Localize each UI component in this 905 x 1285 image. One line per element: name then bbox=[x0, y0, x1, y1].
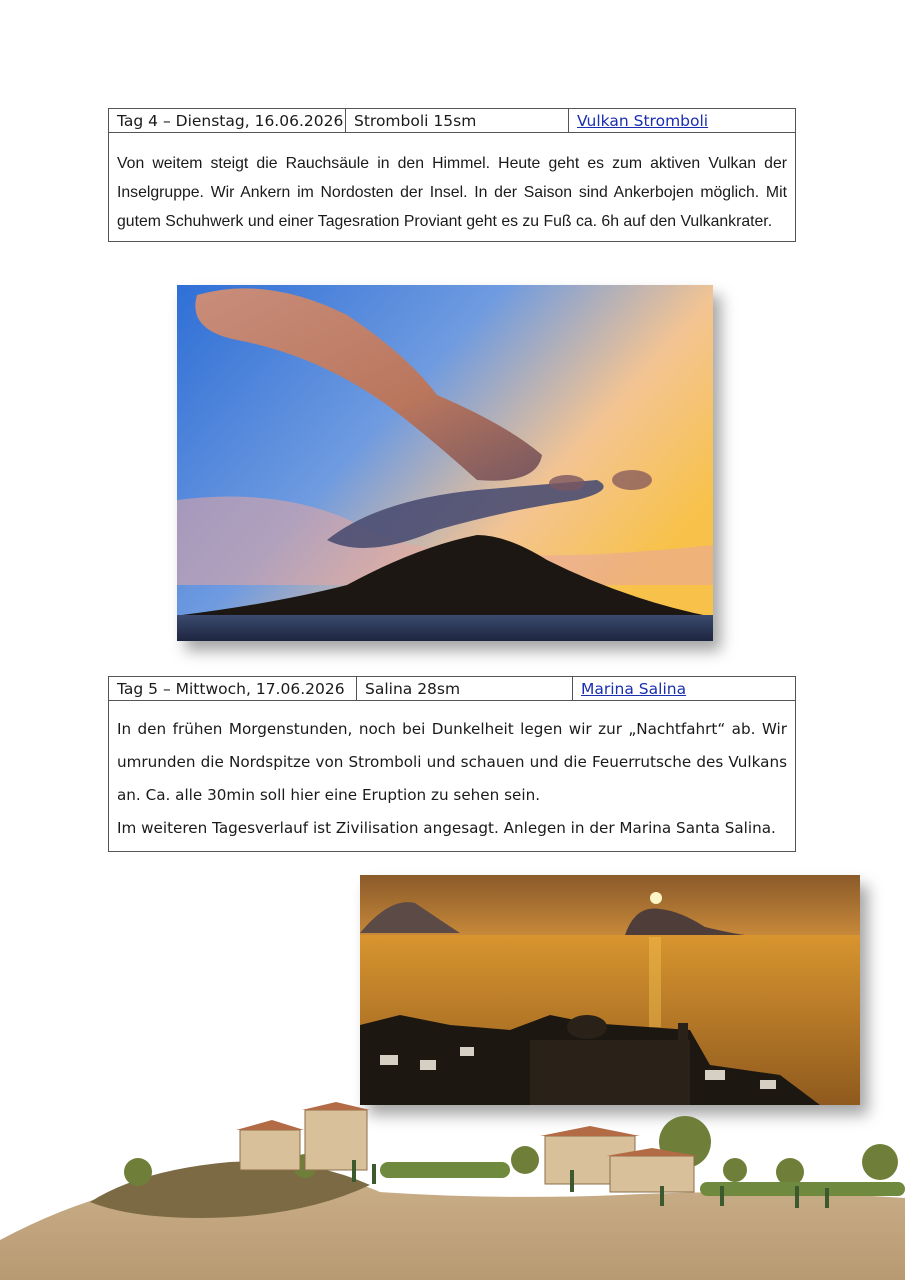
day-table-5 bbox=[108, 676, 796, 852]
day-header-row bbox=[109, 677, 795, 701]
stromboli-volcano-photo bbox=[177, 285, 713, 641]
day-link-cell bbox=[568, 109, 795, 132]
link-marina-salina[interactable]: Marina Salina bbox=[581, 680, 687, 698]
day-destination: Salina 28sm bbox=[356, 677, 572, 700]
paragraph: Im weiteren Tagesverlauf ist Zivilisation angesagt. Anlegen in der Marina Santa Salina. bbox=[117, 819, 776, 837]
day-date: Tag 4 – Dienstag, 16.06.2026 bbox=[117, 112, 344, 130]
day-table-4 bbox=[108, 108, 796, 242]
salina-sunset-photo bbox=[360, 875, 860, 1105]
link-vulkan-stromboli[interactable]: Vulkan Stromboli bbox=[577, 112, 709, 130]
day-destination: Stromboli 15sm bbox=[345, 109, 568, 132]
day-link-cell bbox=[572, 677, 795, 700]
day-header-row bbox=[109, 109, 795, 133]
day-date: Tag 5 – Mittwoch, 17.06.2026 bbox=[117, 680, 345, 698]
day-description: Von weitem steigt die Rauchsäule in den Himmel. Heute geht es zum aktiven Vulkan der Inselgruppe. Wir Ankern im Nordosten der Insel. In der Saison sind Ankerbojen möglich. Mit gutem Schuhwerk und einer Tagesration Proviant geht es zu Fuß ca. 6h auf den Vulkankrater. bbox=[117, 155, 787, 230]
day-description bbox=[109, 701, 795, 851]
paragraph: In den frühen Morgenstunden, noch bei Dunkelheit legen wir zur „Nachtfahrt“ ab. Wir umrunden die Nordspitze von Stromboli und schauen und die Feuerrutsche des Vulkans an. Ca. alle 30min soll hier eine Eruption zu sehen sein. bbox=[117, 720, 787, 804]
tuscan-landscape-illustration bbox=[0, 1090, 905, 1280]
